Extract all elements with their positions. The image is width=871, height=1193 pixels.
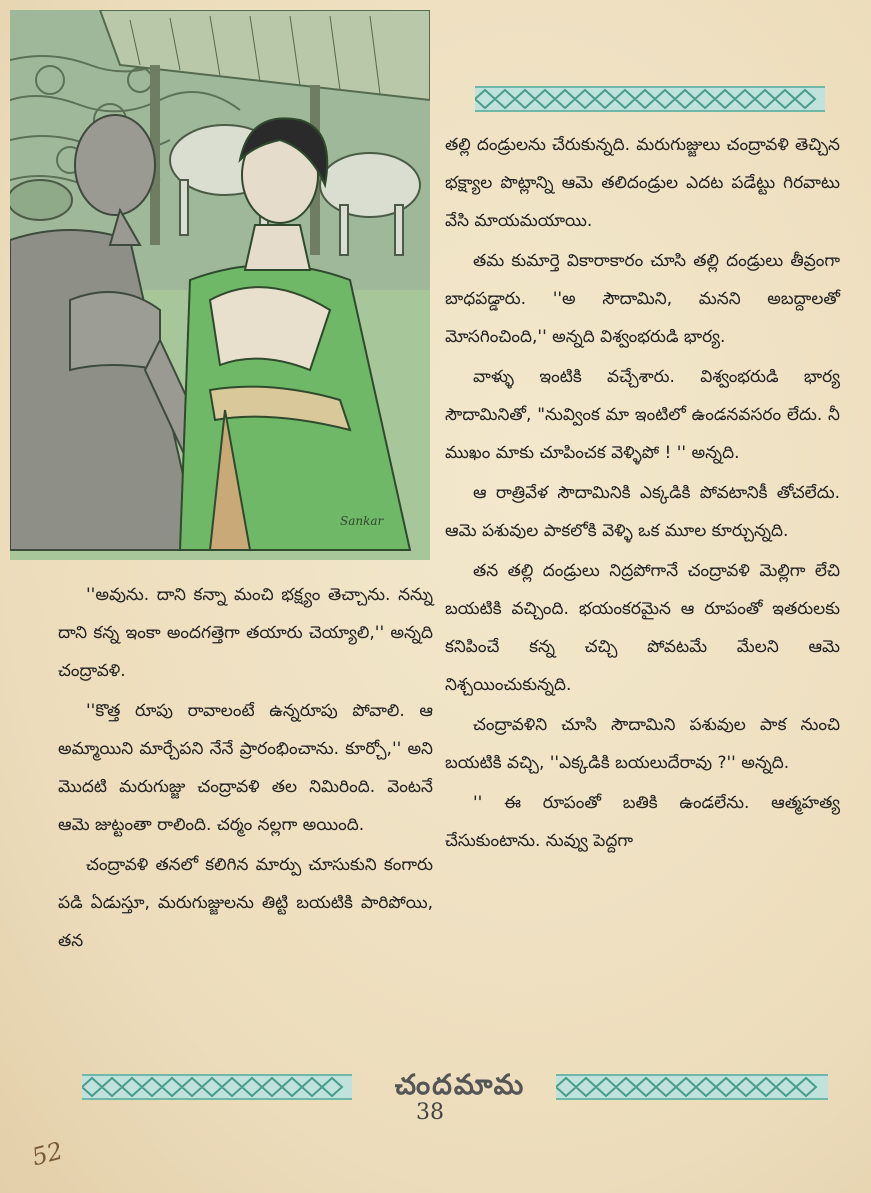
paragraph: '' ఈ రూపంతో బతికి ఉండలేను. ఆత్మహత్య చేసుకుంటాను. నువ్వు పెద్దగా [445, 793, 840, 851]
paragraph: ''కొత్త రూపు రావాలంటే ఉన్నరూపు పోవాలి. ఆ అమ్మాయిని మార్చేపని నేనే ప్రారంభించాను. కూర్చో,'' అని మొదటి మరుగుజ్జు చంద్రావళి తల నిమిరింది. వెంటనే ఆమె జుట్టంతా రాలింది. చర్మం నల్లగా అయింది. [58, 701, 433, 835]
paragraph: ఆ రాత్రివేళ సౌదామినికి ఎక్కడికి పోవటానికీ తోచలేదు. ఆమె పశువుల పాకలోకి వెళ్ళి ఒక మూల కూర్చున్నది. [445, 483, 840, 541]
page-number: 38 [416, 1100, 444, 1125]
footer-right-border [556, 1074, 828, 1100]
footer-left-border [82, 1074, 352, 1100]
left-text-column [58, 576, 433, 962]
paragraph: తల్లి దండ్రులను చేరుకున్నది. మరుగుజ్జులు చంద్రావళి తెచ్చిన భక్ష్యాల పొట్లాన్ని ఆమె తలిదండ్రుల ఎదట పడేట్టు గిరవాటు వేసి మాయమయాయి. [445, 135, 840, 231]
right-text-column [445, 126, 840, 862]
svg-text:Sankar: Sankar [340, 514, 384, 528]
top-decorative-border [475, 86, 825, 112]
magazine-name: చందమామ [394, 1068, 526, 1101]
paragraph: తన తల్లి దండ్రులు నిద్రపోగానే చంద్రావళి మెల్లిగా లేచి బయటికి వచ్చింది. భయంకరమైన ఆ రూపంతో ఇతరులకు కనిపించే కన్న చచ్చి పోవటమే మేలని ఆమె నిశ్చయించుకున్నది. [445, 561, 840, 695]
paragraph: చంద్రావళిని చూసి సౌదామిని పశువుల పాక నుంచి బయటికి వచ్చి, ''ఎక్కడికి బయలుదేరావు ?'' అన్నది. [445, 715, 840, 773]
handwritten-mark: 52 [28, 1136, 66, 1172]
paragraph: వాళ్ళు ఇంటికి వచ్చేశారు. విశ్వంభరుడి భార్య సౌదామినితో, "నువ్వింక మా ఇంటిలో ఉండనవసరం లేదు. నీ ముఖం మాకు చూపించక వెళ్ళిపో ! '' అన్నది. [445, 367, 840, 463]
paragraph: తమ కుమార్తె వికారాకారం చూసి తల్లి దండ్రులు తీవ్రంగా బాధపడ్డారు. ''అ సౌదామిని, మనని అబద్దాలతో మోసగించింది,'' అన్నది విశ్వంభరుడి భార్య. [445, 251, 840, 347]
paragraph: చంద్రావళి తనలో కలిగిన మార్పు చూసుకుని కంగారు పడి ఏడుస్తూ, మరుగుజ్జులను తిట్టి బయటికి పారిపోయి, తన [58, 855, 433, 951]
story-illustration [10, 10, 430, 560]
paragraph: ''అవును. దాని కన్నా మంచి భక్ష్యం తెచ్చాను. నన్ను దాని కన్న ఇంకా అందగత్తెగా తయారు చెయ్యాలి,'' అన్నది చంద్రావళి. [58, 585, 433, 681]
illustration-two-women-icon [10, 10, 430, 560]
